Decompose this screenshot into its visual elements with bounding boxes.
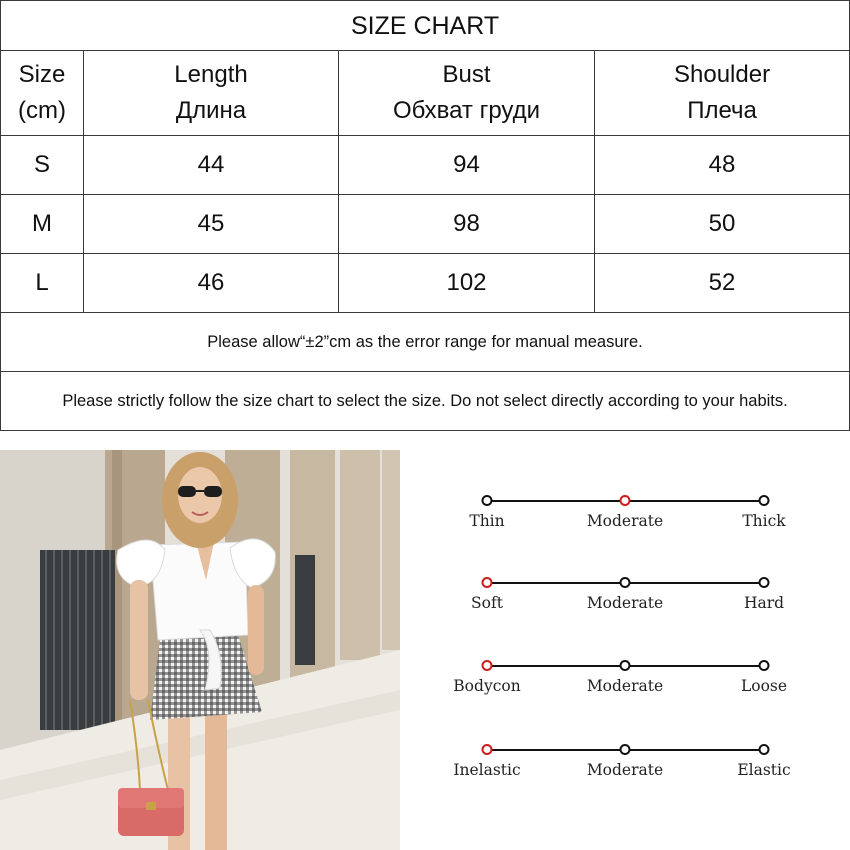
header-shoulder bbox=[595, 51, 850, 136]
header-bust-line1: Bust bbox=[442, 61, 491, 88]
scale-label-loose: Loose bbox=[740, 677, 788, 695]
scale-dot-moderate bbox=[620, 660, 631, 671]
size-chart-title: SIZE CHART bbox=[1, 1, 850, 51]
property-scale-elasticity bbox=[440, 729, 810, 779]
scale-dot-inelastic-selected bbox=[482, 744, 493, 755]
scale-dot-soft-selected bbox=[482, 577, 493, 588]
cell-shoulder: 50 bbox=[595, 195, 850, 254]
cell-bust: 94 bbox=[339, 136, 595, 195]
scale-dot-moderate bbox=[620, 744, 631, 755]
header-length-line2: Длина bbox=[175, 97, 247, 124]
cell-bust: 102 bbox=[339, 254, 595, 313]
model-photo-illustration bbox=[0, 450, 400, 850]
header-length bbox=[84, 51, 339, 136]
header-length-line1: Length bbox=[174, 61, 248, 88]
scale-label-bodycon: Bodycon bbox=[453, 677, 521, 695]
scale-label-moderate: Moderate bbox=[586, 594, 664, 612]
property-scale-thickness bbox=[440, 480, 810, 530]
note-row-error bbox=[1, 313, 850, 372]
cell-bust: 98 bbox=[339, 195, 595, 254]
model-photo bbox=[0, 450, 400, 850]
header-size bbox=[1, 51, 84, 136]
table-header-row bbox=[1, 51, 850, 136]
cell-size: S bbox=[1, 136, 84, 195]
scale-dot-hard bbox=[759, 577, 770, 588]
scale-dot-thick bbox=[759, 495, 770, 506]
scale-label-moderate: Moderate bbox=[586, 512, 664, 530]
cell-length: 45 bbox=[84, 195, 339, 254]
scale-dot-thin bbox=[482, 495, 493, 506]
fabric-properties bbox=[440, 480, 810, 810]
cell-shoulder: 52 bbox=[595, 254, 850, 313]
scale-label-hard: Hard bbox=[743, 594, 785, 612]
table-row bbox=[1, 254, 850, 313]
scale-label-moderate: Moderate bbox=[586, 761, 664, 779]
header-size-line2: (cm) bbox=[18, 97, 66, 124]
scale-label-elastic: Elastic bbox=[737, 761, 791, 779]
property-scale-fit bbox=[440, 645, 810, 695]
cell-size: M bbox=[1, 195, 84, 254]
table-row bbox=[1, 136, 850, 195]
scale-label-moderate: Moderate bbox=[586, 677, 664, 695]
follow-chart-note: Please strictly follow the size chart to select the size. Do not select directly according to your habits. bbox=[1, 372, 850, 431]
header-shoulder-line2: Плеча bbox=[687, 97, 757, 124]
scale-label-inelastic: Inelastic bbox=[453, 761, 521, 779]
header-bust bbox=[339, 51, 595, 136]
header-bust-line2: Обхват груди bbox=[392, 97, 541, 124]
error-range-note: Please allow“±2”cm as the error range for manual measure. bbox=[1, 313, 850, 372]
scale-dot-loose bbox=[759, 660, 770, 671]
note-row-follow bbox=[1, 372, 850, 431]
header-shoulder-line1: Shoulder bbox=[673, 61, 771, 88]
property-scale-softness bbox=[440, 562, 810, 612]
cell-shoulder: 48 bbox=[595, 136, 850, 195]
header-size-line1: Size bbox=[18, 61, 66, 88]
scale-dot-elastic bbox=[759, 744, 770, 755]
table-row bbox=[1, 195, 850, 254]
scale-label-thick: Thick bbox=[742, 512, 786, 530]
scale-dot-bodycon-selected bbox=[482, 660, 493, 671]
cell-length: 46 bbox=[84, 254, 339, 313]
scale-label-thin: Thin bbox=[469, 512, 505, 530]
cell-length: 44 bbox=[84, 136, 339, 195]
cell-size: L bbox=[1, 254, 84, 313]
scale-dot-moderate bbox=[620, 577, 631, 588]
scale-dot-moderate-selected bbox=[620, 495, 631, 506]
scale-label-soft: Soft bbox=[471, 594, 503, 612]
